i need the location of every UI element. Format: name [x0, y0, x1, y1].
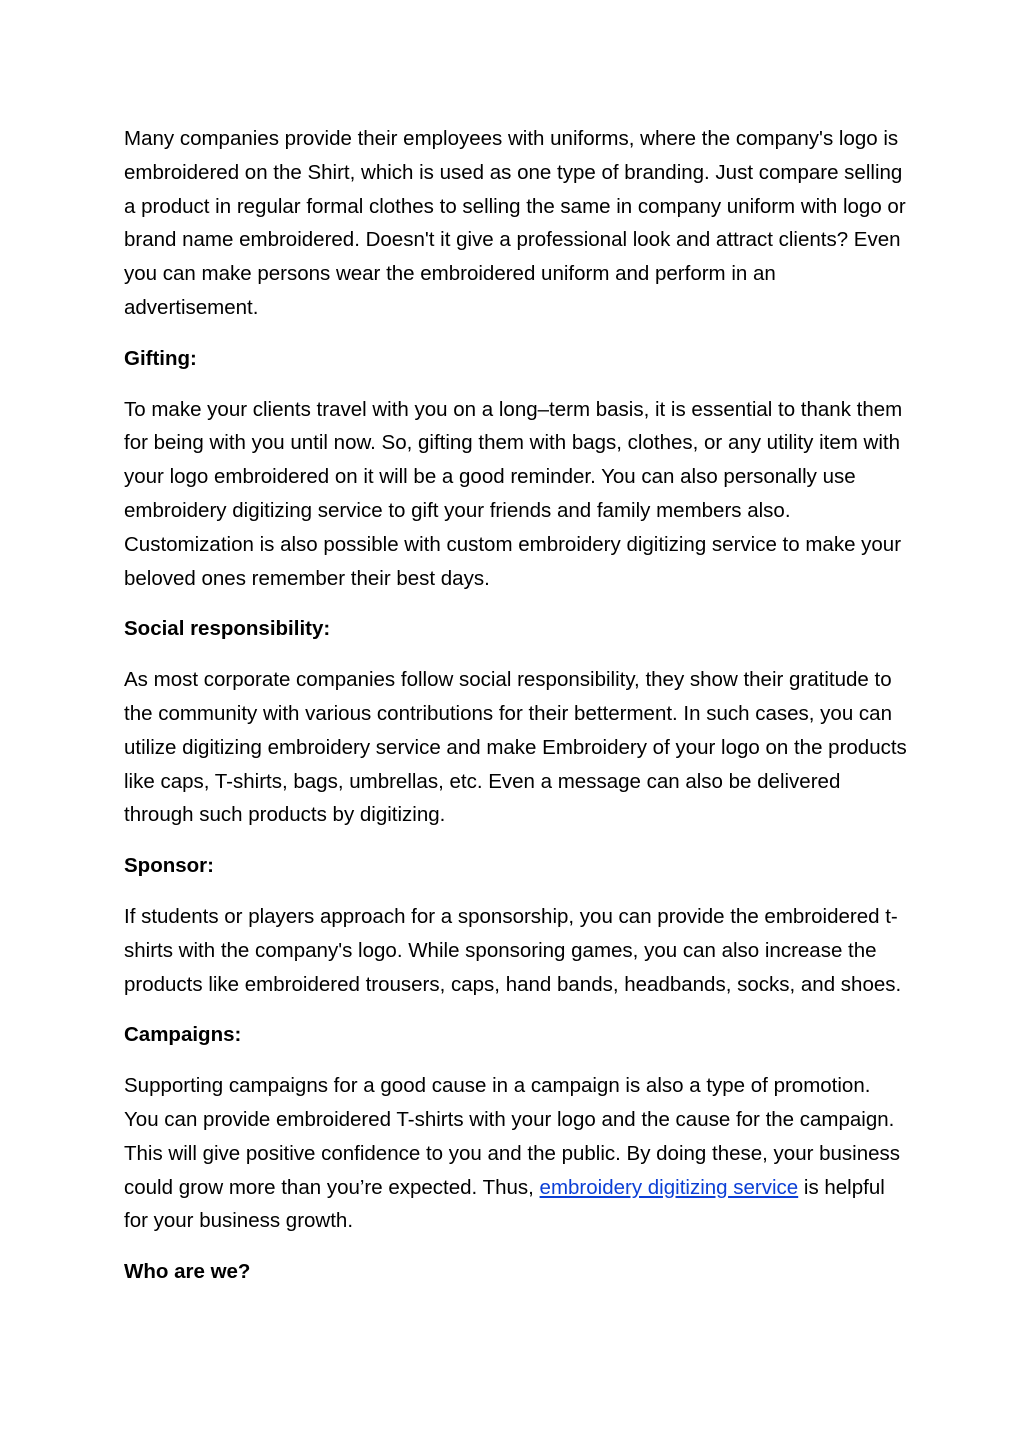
- paragraph-gifting: To make your clients travel with you on a long–term basis, it is essential to thank them for being with you until now. So, gifting them with bags, clothes, or any utility item with your logo embroidered on it will be a good reminder. You can also personally use embroidery digitizing service to gift your friends and family members also. Customization is also possible with custom embroidery digitizing service to make your beloved ones remember their best days.: [124, 397, 903, 590]
- paragraph-uniforms: Many companies provide their employees with uniforms, where the company's logo is embroidered on the Shirt, which is used as one type of branding. Just compare selling a product in regular formal clothes to selling the same in company uniform with logo or brand name embroidered. Doesn't it give a professional look and attract clients? Even you can make persons wear the embroidered uniform and perform in an advertisement.: [124, 127, 906, 319]
- paragraph-campaigns-text-after: is helpful for your business growth.: [124, 1175, 885, 1233]
- heading-campaigns: Campaigns:: [124, 1023, 242, 1047]
- heading-gifting: Gifting:: [124, 346, 197, 370]
- paragraph-social-responsibility: As most corporate companies follow social responsibility, they show their gratitude to the community with various contributions for their betterment. In such cases, you can utilize digitizing embroidery service and make Embroidery of your logo on the products like caps, T-shirts, bags, umbrellas, etc. Even a message can also be delivered through such products by digitizing.: [124, 668, 907, 827]
- paragraph-campaigns-text-before: Supporting campaigns for a good cause in a campaign is also a type of promotion. You can provide embroidered T-shirts with your logo and the cause for the campaign. This will give positive confidence to you and the public. By doing these, your business could grow more than you’re expected. Thus,: [124, 1074, 901, 1199]
- paragraph-sponsor: If students or players approach for a sponsorship, you can provide the embroidered t-shirts with the company's logo. While sponsoring games, you can also increase the products like embroidered trousers, caps, hand bands, headbands, socks, and shoes.: [124, 904, 902, 996]
- document-body: [124, 122, 909, 1306]
- heading-social-responsibility: Social responsibility:: [124, 617, 331, 641]
- heading-who-are-we: Who are we?: [124, 1260, 251, 1284]
- embroidery-digitizing-service-link[interactable]: embroidery digitizing service: [539, 1175, 799, 1199]
- heading-sponsor: Sponsor:: [124, 854, 214, 878]
- paragraph-campaigns: [124, 1069, 909, 1238]
